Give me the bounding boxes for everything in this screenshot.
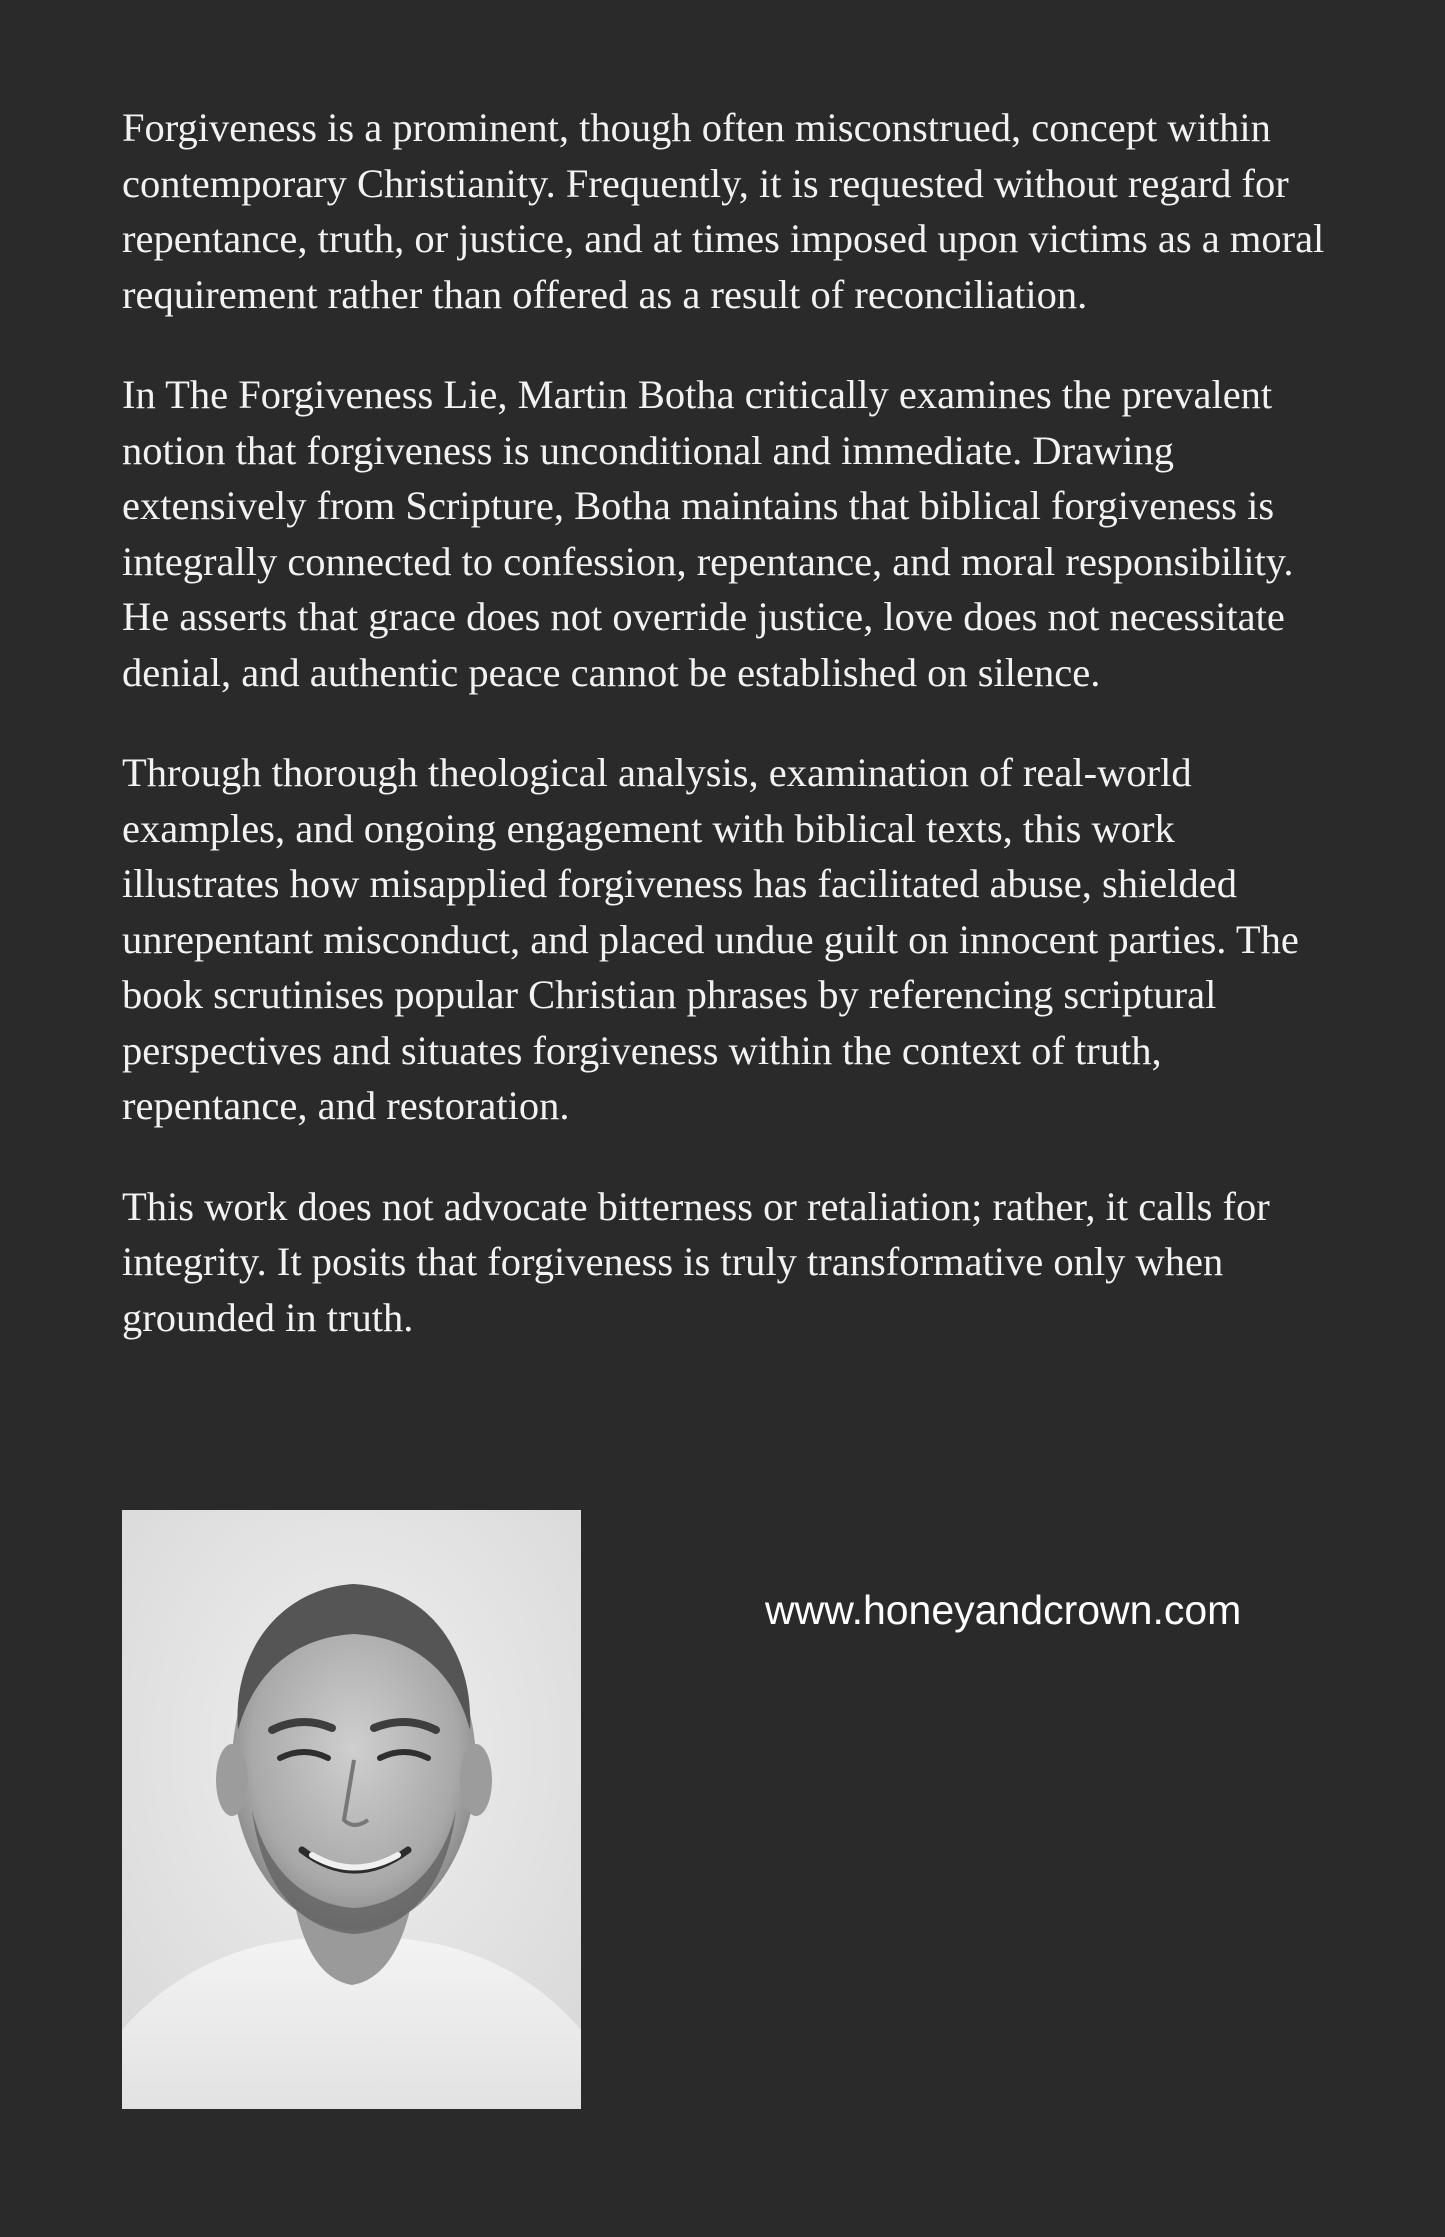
publisher-website: www.honeyandcrown.com [765,1587,1242,1633]
description-paragraph-3: Through thorough theological analysis, examination of real-world examples, and ongoing engagement with biblical texts, this work illustrates how misapplied forgiveness has facilitated abuse, shielded unrepentant misconduct, and placed undue guilt on innocent parties. The book scrutinises popular Christian phrases by referencing scriptural perspectives and situates forgiveness within the context of truth, repentance, and restoration. [122,750,1299,1128]
author-portrait-icon [122,1510,581,2109]
description-paragraph-1: Forgiveness is a prominent, though often misconstrued, concept within contemporary Christianity. Frequently, it is requested without regard for repentance, truth, or justice, and at times imposed upon victims as a moral requirement rather than offered as a result of reconciliation. [122,105,1325,317]
description-paragraph-2: In The Forgiveness Lie, Martin Botha critically examines the prevalent notion that forgiveness is unconditional and immediate. Drawing extensively from Scripture, Botha maintains that biblical forgiveness is integrally connected to confession, repentance, and moral responsibility. He asserts that grace does not override justice, love does not necessitate denial, and authentic peace cannot be established on silence. [122,372,1294,695]
author-photo [122,1510,581,2109]
book-description [122,100,1342,1390]
description-paragraph-4: This work does not advocate bitterness or retaliation; rather, it calls for integrity. It posits that forgiveness is truly transformative only when grounded in truth. [122,1183,1270,1340]
